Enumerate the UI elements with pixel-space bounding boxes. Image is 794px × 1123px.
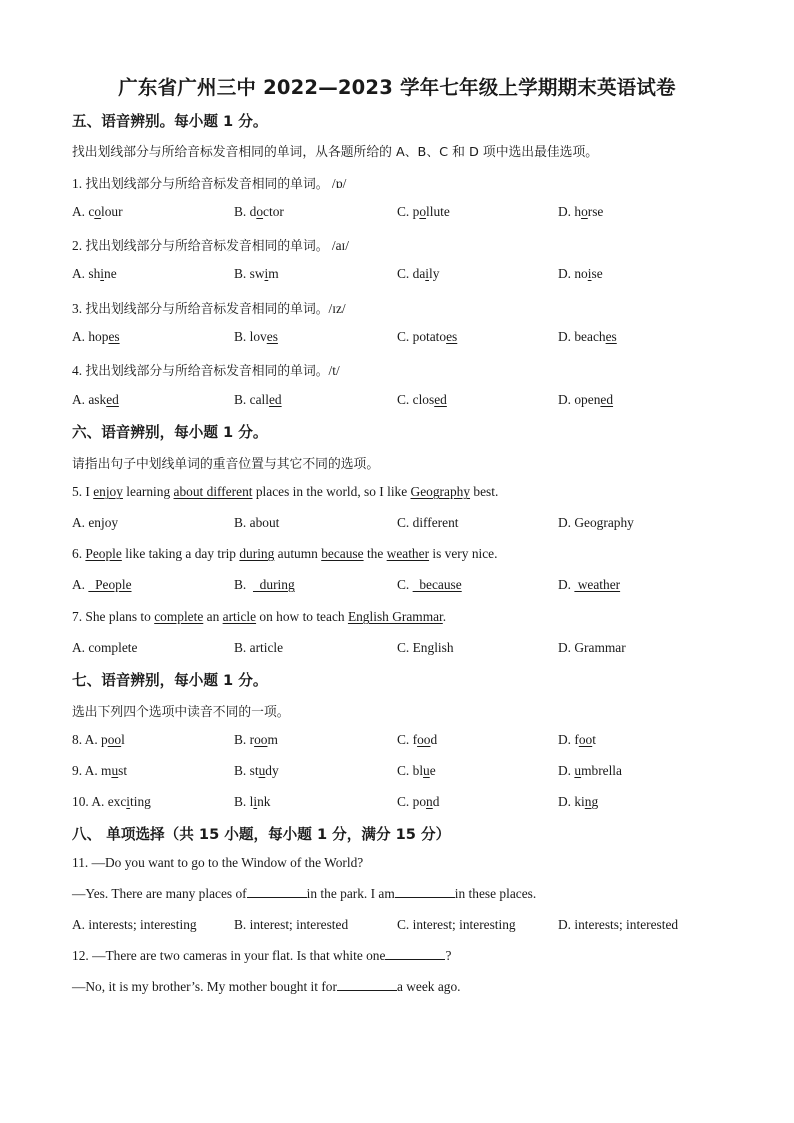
text-segment: B.: [234, 577, 253, 592]
question-5-option-c[interactable]: C. different: [397, 515, 459, 530]
underlined-text: English Grammar: [347, 609, 443, 624]
text-segment: A. sh: [72, 266, 101, 281]
section-8-heading: 八、 单项选择（共 15 小题，每小题 1 分，满分 15 分）: [72, 826, 451, 843]
question-11-line-2: [72, 886, 536, 902]
underlined-text: o: [419, 204, 427, 219]
question-7-option-a[interactable]: A. complete: [72, 640, 138, 655]
question-11-option-d[interactable]: D. interests; interested: [558, 917, 679, 932]
text-segment: B. lov: [234, 329, 267, 344]
underlined-text: i: [587, 266, 592, 281]
text-segment: 找出划线部分与所给音标发音相同的单词。: [85, 177, 329, 192]
text-segment: 9. A. m: [72, 763, 112, 778]
text-segment: D. beach: [558, 329, 606, 344]
text-segment: C. potato: [397, 329, 447, 344]
text-segment: D. f: [558, 732, 579, 747]
text-segment: like taking a day trip: [121, 546, 240, 561]
question-4-option-d[interactable]: [558, 392, 613, 408]
underlined-text: u: [423, 763, 430, 778]
question-9-option-d[interactable]: [558, 763, 622, 779]
answer-blank[interactable]: [247, 886, 307, 898]
underlined-text: n: [584, 794, 592, 809]
text-segment: the: [363, 546, 387, 561]
text-segment: 找出划线部分与所给音标发音相同的单词。: [85, 239, 329, 254]
question-2-option-b[interactable]: [234, 266, 279, 282]
question-2-option-c[interactable]: [397, 266, 439, 282]
question-7-option-b[interactable]: B. article: [234, 640, 284, 655]
text-segment: 4.: [72, 363, 86, 378]
underlined-text: People: [88, 577, 132, 592]
text-segment: in the park. I am: [306, 886, 395, 901]
underlined-text: because: [412, 577, 462, 592]
text-segment: —Yes. There are many places of: [72, 886, 247, 901]
question-5-option-a[interactable]: A. enjoy: [72, 515, 119, 530]
text-segment: llute: [426, 204, 450, 219]
text-segment: places in the world, so I like: [252, 484, 411, 499]
question-3-option-c[interactable]: [397, 329, 457, 345]
underlined-text: oo: [417, 732, 431, 747]
section-5-instruction: 找出划线部分与所给音标发音相同的单词，从各题所给的 A、B、C 和 D 项中选出最佳选项。: [72, 145, 599, 160]
text-segment: 12. —There are two cameras in your flat. Is that white one: [72, 948, 386, 963]
text-segment: B. d: [234, 204, 257, 219]
question-6-option-d[interactable]: [558, 577, 620, 593]
question-10-option-c[interactable]: [397, 794, 439, 810]
text-segment: ne: [104, 266, 117, 281]
underlined-text: weather: [386, 546, 430, 561]
underlined-text: u: [574, 763, 582, 778]
question-11-option-a[interactable]: A. interests; interesting: [72, 917, 197, 932]
text-segment: on how to teach: [256, 609, 348, 624]
section-7-instruction: 选出下列四个选项中读音不同的一项。: [72, 705, 290, 720]
question-4-option-b[interactable]: [234, 392, 282, 408]
text-segment: —No, it is my brother’s. My mother bought it for: [72, 979, 337, 994]
underlined-text: o: [256, 204, 264, 219]
underlined-text: es: [108, 329, 120, 344]
text-segment: ?: [445, 948, 452, 963]
text-segment: /aɪ/: [328, 238, 349, 253]
underlined-text: ed: [434, 392, 447, 407]
underlined-text: weather: [574, 577, 621, 592]
question-1-stem: [72, 173, 346, 192]
question-4-option-c[interactable]: [397, 392, 447, 408]
underlined-text: u: [111, 763, 119, 778]
question-6-sentence: [72, 546, 497, 562]
text-segment: learning: [122, 484, 174, 499]
underlined-text: oo: [578, 732, 593, 747]
text-segment: d: [432, 794, 440, 809]
text-segment: B. r: [234, 732, 255, 747]
underlined-text: oo: [254, 732, 268, 747]
text-segment: mbrella: [581, 763, 622, 778]
text-segment: ting: [130, 794, 151, 809]
text-segment: C. bl: [397, 763, 424, 778]
question-12-line-2: [72, 979, 461, 995]
underlined-text: because: [321, 546, 364, 561]
underlined-text: i: [264, 266, 269, 281]
question-1-option-b[interactable]: [234, 204, 284, 220]
question-5-sentence: [72, 484, 498, 500]
text-segment: C. po: [397, 794, 427, 809]
question-11-line-1: 11. —Do you want to go to the Window of the World?: [72, 855, 364, 870]
question-1-option-d[interactable]: [558, 204, 603, 220]
text-segment: .: [442, 609, 447, 624]
text-segment: nk: [257, 794, 271, 809]
text-segment: A. ask: [72, 392, 107, 407]
answer-blank[interactable]: [395, 886, 455, 898]
text-segment: st: [118, 763, 128, 778]
text-segment: 3.: [72, 301, 86, 316]
text-segment: D. ki: [558, 794, 585, 809]
underlined-text: during: [239, 546, 275, 561]
underlined-text: es: [266, 329, 278, 344]
question-8-option-b[interactable]: [234, 732, 278, 748]
question-10-option-a[interactable]: [72, 794, 151, 810]
text-segment: B. st: [234, 763, 259, 778]
underlined-text: during: [252, 577, 295, 592]
underlined-text: es: [605, 329, 617, 344]
underlined-text: People: [85, 546, 122, 561]
question-10-option-b[interactable]: [234, 794, 270, 810]
text-segment: is very nice.: [429, 546, 498, 561]
text-segment: D.: [558, 577, 575, 592]
underlined-text: o: [581, 204, 588, 219]
section-7-heading: 七、语音辨别，每小题 1 分。: [72, 672, 268, 689]
question-2-stem: [72, 235, 349, 254]
question-6-option-b[interactable]: [234, 577, 295, 593]
question-3-option-b[interactable]: [234, 329, 278, 345]
section-6-heading: 六、语音辨别，每小题 1 分。: [72, 424, 268, 441]
underlined-text: i: [253, 794, 258, 809]
answer-blank[interactable]: [337, 979, 397, 991]
question-4-stem: [72, 360, 340, 379]
question-6-option-a[interactable]: [72, 577, 132, 593]
section-5-heading: 五、语音辨别。每小题 1 分。: [72, 113, 268, 130]
question-3-option-a[interactable]: [72, 329, 120, 345]
text-segment: m: [268, 266, 279, 281]
question-2-option-a[interactable]: [72, 266, 117, 282]
question-7-option-c[interactable]: C. English: [397, 640, 454, 655]
text-segment: m: [267, 732, 278, 747]
underlined-text: i: [425, 266, 429, 281]
question-8-option-d[interactable]: [558, 732, 596, 748]
text-segment: 5. I: [72, 484, 94, 499]
underlined-text: es: [446, 329, 458, 344]
question-8-option-c[interactable]: [397, 732, 437, 748]
answer-blank[interactable]: [385, 948, 445, 960]
question-3-option-d[interactable]: [558, 329, 617, 345]
text-segment: autumn: [274, 546, 322, 561]
underlined-text: ed: [268, 392, 282, 407]
text-segment: 8. A. p: [72, 732, 108, 747]
question-12-line-1: [72, 948, 451, 964]
underlined-text: enjoy: [93, 484, 123, 499]
underlined-text: complete: [154, 609, 204, 624]
question-3-stem: [72, 298, 346, 317]
text-segment: A. hop: [72, 329, 109, 344]
text-segment: C. clos: [397, 392, 435, 407]
underlined-text: oo: [107, 732, 122, 747]
question-8-option-a[interactable]: [72, 732, 125, 748]
text-segment: an: [203, 609, 223, 624]
text-segment: dy: [265, 763, 279, 778]
text-segment: /ɪz/: [328, 301, 346, 316]
text-segment: lour: [101, 204, 123, 219]
underlined-text: n: [426, 794, 433, 809]
question-5-option-b[interactable]: B. about: [234, 515, 280, 530]
text-segment: l: [121, 732, 125, 747]
text-segment: d: [430, 732, 438, 747]
text-segment: C. f: [397, 732, 418, 747]
text-segment: a week ago.: [396, 979, 461, 994]
text-segment: C. p: [397, 204, 420, 219]
question-9-option-b[interactable]: [234, 763, 279, 779]
question-7-sentence: [72, 609, 446, 625]
text-segment: best.: [470, 484, 499, 499]
text-segment: 7. She plans to: [72, 609, 155, 624]
text-segment: A.: [72, 577, 89, 592]
text-segment: /ɒ/: [328, 176, 347, 191]
text-segment: 1.: [72, 176, 86, 191]
underlined-text: o: [94, 204, 102, 219]
text-segment: in these places.: [454, 886, 537, 901]
underlined-text: about different: [173, 484, 253, 499]
question-5-option-d[interactable]: D. Geography: [558, 515, 634, 530]
text-segment: e: [429, 763, 436, 778]
question-6-option-c[interactable]: [397, 577, 462, 593]
section-6-instruction: 请指出句子中划线单词的重音位置与其它不同的选项。: [72, 457, 380, 472]
text-segment: B. call: [234, 392, 269, 407]
text-segment: C. da: [397, 266, 426, 281]
text-segment: A. c: [72, 204, 95, 219]
text-segment: ctor: [263, 204, 284, 219]
text-segment: D. h: [558, 204, 582, 219]
text-segment: D.: [558, 763, 575, 778]
question-2-option-d[interactable]: [558, 266, 603, 282]
underlined-text: article: [222, 609, 257, 624]
text-segment: D. no: [558, 266, 588, 281]
question-4-option-a[interactable]: [72, 392, 119, 408]
page-title: 广东省广州三中 2022—2023 学年七年级上学期期末英语试卷: [118, 76, 676, 99]
text-segment: /t/: [328, 363, 340, 378]
text-segment: C.: [397, 577, 413, 592]
question-9-option-a[interactable]: [72, 763, 127, 779]
question-11-option-c[interactable]: C. interest; interesting: [397, 917, 516, 932]
text-segment: 6.: [72, 546, 86, 561]
text-segment: B. sw: [234, 266, 265, 281]
underlined-text: u: [258, 763, 266, 778]
text-segment: D. open: [558, 392, 601, 407]
question-9-option-c[interactable]: [397, 763, 436, 779]
question-1-option-a[interactable]: [72, 204, 123, 220]
text-segment: t: [592, 732, 596, 747]
underlined-text: ed: [106, 392, 119, 407]
question-11-option-b[interactable]: B. interest; interested: [234, 917, 349, 932]
question-7-option-d[interactable]: D. Grammar: [558, 640, 626, 655]
question-10-option-d[interactable]: [558, 794, 598, 810]
text-segment: se: [591, 266, 603, 281]
underlined-text: i: [100, 266, 105, 281]
text-segment: 2.: [72, 238, 86, 253]
text-segment: 找出划线部分与所给音标发音相同的单词。: [85, 302, 329, 317]
underlined-text: Geography: [410, 484, 471, 499]
underlined-text: ed: [600, 392, 614, 407]
text-segment: ly: [429, 266, 440, 281]
text-segment: 10. A. exc: [72, 794, 127, 809]
question-1-option-c[interactable]: [397, 204, 450, 220]
text-segment: B. l: [234, 794, 254, 809]
underlined-text: i: [126, 794, 131, 809]
text-segment: rse: [587, 204, 604, 219]
text-segment: 找出划线部分与所给音标发音相同的单词。: [85, 364, 329, 379]
text-segment: g: [591, 794, 599, 809]
